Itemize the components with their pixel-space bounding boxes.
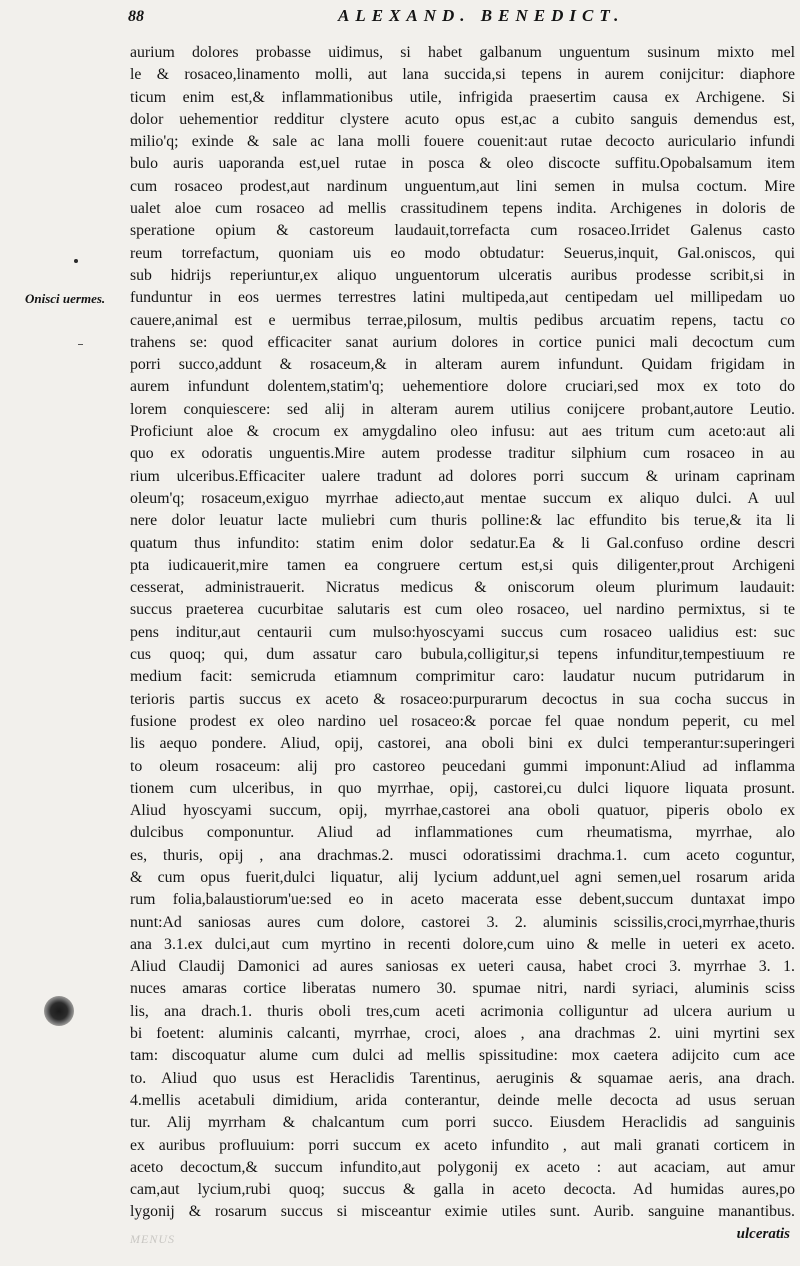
- text-line: milio'q; exinde & sale ac lana molli fouere couenit:aut rutae decocto auriculario infundi: [130, 133, 795, 151]
- text-line: nunt:Ad saniosas aures cum dolore, castorei 3. 2. aluminis scissilis,croci,myrrhae,thuris: [130, 913, 795, 931]
- text-line: pta iudicauerit,mire tamen ea congruere certum est,si quis diligenter,prout Archigeni: [130, 556, 795, 574]
- text-line: terioris partis succus ex aceto & rosaceo:purpurarum decoctus in sua cocha succus in: [130, 690, 795, 708]
- text-line: bi foetent: aluminis calcanti, myrrhae, croci, aloes , ana drachmas 2. uini myrtini sex: [130, 1025, 795, 1043]
- bleed-through-text: MENUS: [130, 1232, 175, 1246]
- text-line: cauere,animal est e uermibus terrae,pilosum, multis pedibus arcuatim repens, tactu co: [130, 311, 795, 329]
- text-line: Aliud Claudij Damonici ad aures saniosas ex ueteri causa, habet croci 3. myrrhae 3. 1.: [130, 958, 795, 976]
- margin-mark: [78, 344, 83, 345]
- body-text: [130, 42, 795, 1224]
- text-line: reum torrefactum, quoniam uis eo modo obtudatur: Seuerus,inquit, Gal.oniscos, qui: [130, 244, 795, 262]
- text-line: aurem infundunt dolentem,statim'q; uehementiore dolore cruciari,sed mox ex toto do: [130, 378, 795, 396]
- page-number: 88: [128, 8, 144, 25]
- text-line: pens inditur,aut centaurii cum mulso:hyoscyami succus cum rosaceo ualidius est: suc: [130, 623, 795, 641]
- text-line: fusione prodest ex oleo nardino uel rosaceo:& porcae fel quae nondum peperit, cu mel: [130, 712, 795, 730]
- text-line: bulo auris uaporanda est,uel rutae in posca & oleo discocte suffitu.Opobalsamum item: [130, 155, 795, 173]
- text-line: to. Aliud quo usus est Heraclidis Tarentinus, aeruginis & squamae aeris, ana drach.: [130, 1069, 795, 1087]
- text-line: cam,aut lycium,rubi quoq; succus & galla in aceto decocta. Ad humidas aures,po: [130, 1181, 795, 1199]
- text-line: funduntur in eos uermes terrestres latini multipeda,aut centipedam uel millipedam uo: [130, 289, 795, 307]
- text-line: medium facit: semicruda etiamnum comprimitur caro: laudatur nucum putridarum in: [130, 668, 795, 686]
- text-line: tur. Alij myrrham & chalcantum cum porri succo. Eiusdem Heraclidis ad sanguinis: [130, 1114, 795, 1132]
- text-line: trahens se: quod efficaciter sanat aurium dolores in cortice punici mali decoctum cum: [130, 333, 795, 351]
- text-line: quatum thus infundito: statim enim dolor sedatur.Ea & li Gal.confuso ordine descri: [130, 534, 795, 552]
- text-line: lygonij & rosarum succus si misceantur eximie utiles sunt. Aurib. sanguine manantibus.: [130, 1203, 795, 1221]
- text-line: ualet aloe cum rosaceo ad mellis crassitudinem tepens indita. Archigenes in doloris de: [130, 200, 795, 218]
- catchword: ulceratis: [736, 1226, 790, 1242]
- text-line: lorem conquiescere: sed alij in alteram aurem utilius conijcere probant,autore Leutio.: [130, 400, 795, 418]
- paper-hole-mark: [44, 996, 74, 1026]
- text-line: es, thuris, opij , ana drachmas.2. musci odoratissimi drachma.1. cum aceto coguntur,: [130, 846, 795, 864]
- text-line: nere dolor leuatur lacte muliebri cum thuris polline:& lac effundito bis terue,& ita li: [130, 512, 795, 530]
- text-line: cesserat, administrauerit. Nicratus medicus & oniscorum oleum plurimum laudauit:: [130, 579, 795, 597]
- running-title: ALEXAND. BENEDICT.: [338, 6, 625, 25]
- text-line: cus quoq; qui, dum assatur caro bubula,colligitur,si tepens infunditur,tempestiuum re: [130, 646, 795, 664]
- text-line: ana 3.1.ex dulci,aut cum myrtino in recenti dolore,cum uino & melle in ueteri ex aceto.: [130, 935, 795, 953]
- text-line: sub hidrijs reperiuntur,ex aliquo unguentorum ulceratis auribus prodesse scribit,si in: [130, 266, 795, 284]
- text-line: rum folia,balaustiorum'ue:sed eo in aceto macerata esse debent,succum duntaxat impo: [130, 891, 795, 909]
- text-line: succus praeterea cucurbitae salutaris est cum oleo rosaceo, uel nardino permixtus, si te: [130, 601, 795, 619]
- text-line: dulcibus componuntur. Aliud ad inflammationes cum rheumatisma, myrrhae, alo: [130, 824, 795, 842]
- text-line: nuces amaras cortice liberatas numero 30. spumae nitri, nardi syriaci, aluminis sciss: [130, 980, 795, 998]
- text-line: rium ulceribus.Efficaciter ualere tradunt ad dolores porri succum & urinam caprinam: [130, 467, 795, 485]
- ink-spot: [74, 259, 78, 263]
- text-line: & cum opus fuerit,dulci liquatur, alij lycium addunt,uel agni semen,uel rosarum arida: [130, 868, 795, 886]
- text-line: lis aequo pondere. Aliud, opij, castorei, ana oboli bini ex dulci temperantur:superingeri: [130, 735, 795, 753]
- text-line: ex auribus profluuium: porri succum ex aceto infundito , aut mali granati corticem in: [130, 1136, 795, 1154]
- text-line: speratione opium & castoreum laudauit,torrefacta cum rosaceo.Irridet Galenus casto: [130, 222, 795, 240]
- text-line: oleum'q; rosaceum,exiguo myrrhae adiecto,aut mentae succum ex aliquo dulci. A uul: [130, 489, 795, 507]
- text-line: Aliud hyoscyami succum, opij, myrrhae,castorei ana oboli quatuor, piperis obolo ex: [130, 802, 795, 820]
- text-line: porri succo,addunt & rosaceum,& in alteram aurem infundunt. Quidam frigidam in: [130, 356, 795, 374]
- text-line: tionem cum ulceribus, in quo myrrhae, opij, castorei,cu dulci liquore liquata prosunt.: [130, 779, 795, 797]
- text-line: cum rosaceo prodest,aut nardinum unguentum,aut lini semen in mulsa coctum. Mire: [130, 177, 795, 195]
- page-header: [128, 6, 798, 36]
- text-line: aceto decoctum,& succum infundito,aut polygonij ex aceto : aut acaciam, aut amur: [130, 1158, 795, 1176]
- text-line: quo ex odoratis unguentis.Mire autem prodesse traditur silphium cum rosaceo in au: [130, 445, 795, 463]
- margin-note: Onisci uermes.: [25, 291, 106, 306]
- text-line: Proficiunt aloe & crocum ex amygdalino oleo infusu: aut aes tritum cum aceto:aut ali: [130, 423, 795, 441]
- text-line: 4.mellis acetabuli dimidium, arida conterantur, deinde melle decocta ad usus seruan: [130, 1091, 795, 1109]
- text-line: le & rosaceo,linamento molli, aut lana succida,si tepens in aurem conijcitur: diaphore: [130, 66, 795, 84]
- text-line: to oleum rosaceum: alij pro castoreo peucedani gummi imponunt:Aliud ad inflamma: [130, 757, 795, 775]
- text-line: ticum enim est,& inflammationibus utile, infrigida praesertim causa ex Archigene. Si: [130, 88, 795, 106]
- text-line: lis, ana drach.1. thuris oboli tres,cum aceti acrimonia colliguntur ad ulcera aurium u: [130, 1002, 795, 1020]
- text-line: dolor uehementior redditur clystere acuto opus est,ac a cubito sanguis demendus est,: [130, 110, 795, 128]
- text-line: tam: discoquatur alume cum dulci ad mellis spissitudine: mox caetera adijcito cum ace: [130, 1047, 795, 1065]
- text-line: aurium dolores probasse uidimus, si habet galbanum unguentum susinum mixto mel: [130, 44, 795, 61]
